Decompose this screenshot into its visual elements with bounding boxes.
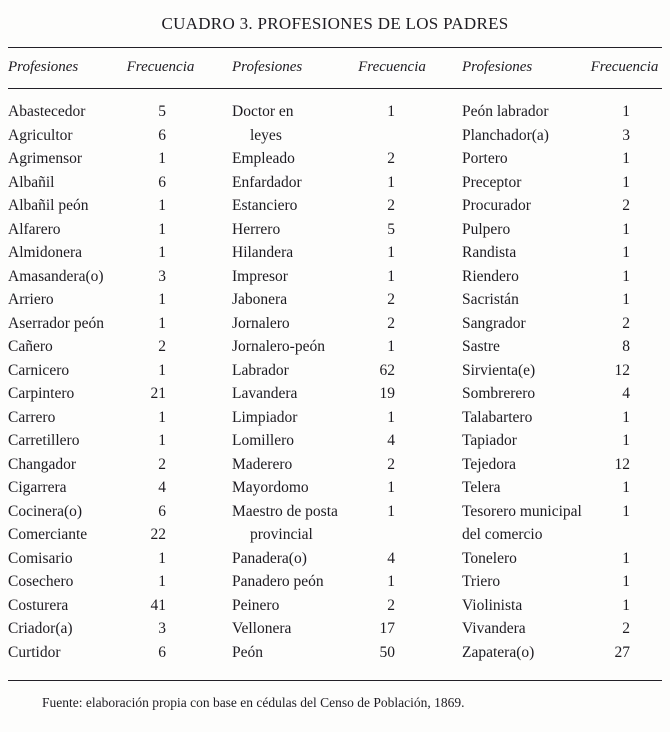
table-row: [8, 335, 662, 359]
profession-cell: Tonelero: [462, 549, 517, 567]
frequency-cell: 2: [622, 314, 630, 332]
profession-cell: Lavandera: [232, 385, 298, 402]
frequency-cell: 2: [387, 197, 395, 214]
profession-cell: Talabartero: [462, 408, 533, 426]
frequency-cell: 4: [622, 385, 630, 402]
profession-cell: Panadero peón: [232, 573, 324, 590]
profession-cell: Cañero: [8, 338, 53, 355]
frequency-cell: 5: [158, 103, 166, 120]
frequency-cell: 1: [387, 408, 395, 426]
profession-cell: Sastre: [462, 338, 500, 355]
frequency-cell: 1: [158, 432, 166, 449]
profession-cell: Abastecedor: [8, 103, 86, 120]
frequency-cell: 1: [622, 150, 630, 167]
frequency-cell: 22: [150, 526, 166, 543]
frequency-cell: 1: [387, 573, 395, 590]
profession-cell: Costurera: [8, 596, 69, 614]
frequency-cell: 1: [622, 244, 630, 261]
frequency-cell: 1: [158, 314, 166, 332]
table-row: [8, 406, 662, 430]
frequency-cell: 1: [158, 150, 166, 167]
frequency-cell: 1: [622, 573, 630, 590]
table-row: [8, 476, 662, 500]
frequency-cell: 1: [622, 173, 630, 191]
profession-cell: Enfardador: [232, 173, 302, 191]
frequency-cell: 1: [387, 479, 395, 496]
profession-cell: Peón labrador: [462, 103, 549, 120]
table-row: [8, 617, 662, 641]
frequency-cell: 50: [379, 643, 395, 661]
profession-cell: Vivandera: [462, 620, 526, 637]
frequency-cell: 3: [622, 126, 630, 144]
profession-cell: Sacristán: [462, 291, 519, 308]
profession-cell: Jabonera: [232, 291, 288, 308]
frequency-cell: 1: [158, 291, 166, 308]
profession-cell: Hilandera: [232, 244, 294, 261]
frequency-cell: 2: [622, 197, 630, 214]
frequency-cell: 6: [158, 643, 166, 661]
profession-cell: Riendero: [462, 267, 519, 285]
frequency-cell: 1: [622, 479, 630, 496]
table-row: [8, 241, 662, 265]
frequency-cell: 5: [387, 220, 395, 238]
frequency-cell: 1: [158, 549, 166, 567]
profession-cell: Portero: [462, 150, 508, 167]
column-header-profesiones-3: Profesiones: [462, 59, 533, 75]
frequency-cell: 1: [622, 220, 630, 238]
frequency-cell: 8: [622, 338, 630, 355]
profession-cell: Mayordomo: [232, 479, 309, 496]
table-row: [8, 288, 662, 312]
profession-cell: Sombrerero: [462, 385, 536, 402]
profession-cell: Doctor en: [232, 103, 294, 120]
table-title: CUADRO 3. PROFESIONES DE LOS PADRES: [161, 14, 509, 33]
frequency-cell: 4: [387, 549, 395, 567]
profession-cell: Carrero: [8, 408, 56, 426]
frequency-cell: 1: [158, 408, 166, 426]
profession-cell: Triero: [462, 573, 501, 590]
profession-cell: Carretillero: [8, 432, 80, 449]
frequency-cell: [357, 523, 427, 547]
profession-cell: Estanciero: [232, 197, 298, 214]
profession-cell: Labrador: [232, 361, 289, 379]
frequency-cell: 2: [622, 620, 630, 637]
profession-cell: Arriero: [8, 291, 54, 308]
frequency-cell: 1: [158, 197, 166, 214]
table-row: [8, 100, 662, 124]
profession-cell: Peinero: [232, 596, 280, 614]
frequency-cell: 19: [379, 385, 395, 402]
frequency-cell: 1: [622, 267, 630, 285]
profession-cell: Alfarero: [8, 220, 61, 238]
source-note: Fuente: elaboración propia con base en cédulas del Censo de Población, 1869.: [42, 695, 465, 710]
column-header-frecuencia-3: Frecuencia: [590, 59, 659, 75]
table-row: [8, 194, 662, 218]
profession-cell: Peón: [232, 643, 263, 661]
profession-cell: Impresor: [232, 267, 288, 285]
profession-cell: Albañil: [8, 173, 55, 191]
profession-cell: Preceptor: [462, 173, 522, 191]
profession-cell: Procurador: [462, 197, 531, 214]
table-row: [8, 594, 662, 618]
frequency-cell: 3: [158, 620, 166, 637]
table-row: [8, 171, 662, 195]
frequency-cell: 1: [387, 103, 395, 120]
profession-cell: Randista: [462, 244, 517, 261]
profession-cell: Tejedora: [462, 455, 516, 473]
frequency-cell: 41: [150, 596, 166, 614]
table-header-row: [8, 48, 662, 88]
profession-cell: Vellonera: [232, 620, 292, 637]
frequency-cell: 17: [379, 620, 395, 637]
frequency-cell: 1: [158, 220, 166, 238]
profession-cell: del comercio: [462, 526, 543, 543]
profession-cell: Aserrador peón: [8, 314, 104, 332]
profession-cell: Maestro de posta: [232, 502, 338, 520]
profession-cell: provincial: [250, 526, 313, 543]
profession-cell: Panadera(o): [232, 549, 307, 567]
frequency-cell: 2: [158, 455, 166, 473]
table-row: [8, 312, 662, 336]
table-row: [8, 523, 662, 547]
frequency-cell: 1: [622, 549, 630, 567]
frequency-cell: 1: [387, 338, 395, 355]
profession-cell: Almidonera: [8, 244, 83, 261]
profession-cell: Cosechero: [8, 573, 74, 590]
frequency-cell: [587, 523, 662, 547]
frequency-cell: 6: [158, 126, 166, 144]
frequency-cell: 1: [622, 291, 630, 308]
profession-cell: Herrero: [232, 220, 281, 238]
profession-cell: Cocinera(o): [8, 502, 83, 520]
frequency-cell: 1: [387, 244, 395, 261]
profession-cell: Tesorero municipal: [462, 502, 582, 520]
profession-cell: Agricultor: [8, 126, 73, 144]
frequency-cell: 1: [158, 573, 166, 590]
profession-cell: leyes: [250, 126, 282, 144]
profession-cell: Carpintero: [8, 385, 75, 402]
frequency-cell: 62: [379, 361, 395, 379]
table-row: [8, 641, 662, 665]
frequency-cell: 12: [614, 455, 630, 473]
frequency-cell: 1: [622, 103, 630, 120]
frequency-cell: 1: [158, 361, 166, 379]
table-row: [8, 429, 662, 453]
frequency-cell: 4: [387, 432, 395, 449]
column-header-frecuencia-2: Frecuencia: [358, 59, 426, 75]
frequency-cell: 3: [158, 267, 166, 285]
table-row: [8, 570, 662, 594]
frequency-cell: 1: [387, 173, 395, 191]
column-header-frecuencia-1: Frecuencia: [126, 59, 195, 75]
profession-cell: Limpiador: [232, 408, 298, 426]
profession-cell: Zapatera(o): [462, 643, 535, 661]
table-body: [8, 89, 662, 664]
table-row: [8, 359, 662, 383]
frequency-cell: 2: [387, 455, 395, 473]
table-row: [8, 124, 662, 148]
frequency-cell: 12: [614, 361, 630, 379]
profession-cell: Telera: [462, 479, 501, 496]
column-header-profesiones-1: Profesiones: [8, 59, 79, 75]
profession-cell: Pulpero: [462, 220, 511, 238]
profession-cell: Cigarrera: [8, 479, 67, 496]
profession-cell: Curtidor: [8, 643, 61, 661]
profession-cell: Maderero: [232, 455, 293, 473]
frequency-cell: 21: [150, 385, 166, 402]
table-row: [8, 547, 662, 571]
profession-cell: Violinista: [462, 596, 523, 614]
table-row: [8, 265, 662, 289]
column-header-profesiones-2: Profesiones: [232, 59, 303, 75]
frequency-cell: 1: [387, 267, 395, 285]
profession-cell: Empleado: [232, 150, 295, 167]
profession-cell: Criador(a): [8, 620, 73, 637]
frequency-cell: 1: [387, 502, 395, 520]
frequency-cell: 4: [158, 479, 166, 496]
profession-cell: Jornalero-peón: [232, 338, 325, 355]
table-row: [8, 453, 662, 477]
profession-cell: Comerciante: [8, 526, 88, 543]
frequency-cell: 2: [158, 338, 166, 355]
profession-cell: Changador: [8, 455, 77, 473]
frequency-cell: 27: [614, 643, 630, 661]
frequency-cell: 1: [622, 432, 630, 449]
frequency-cell: 2: [387, 291, 395, 308]
profession-cell: Albañil peón: [8, 197, 89, 214]
frequency-cell: 1: [622, 596, 630, 614]
table-row: [8, 147, 662, 171]
table-row: [8, 500, 662, 524]
frequency-cell: 2: [387, 314, 395, 332]
profession-cell: Amasandera(o): [8, 267, 104, 285]
profession-cell: Planchador(a): [462, 126, 549, 144]
profession-cell: Carnicero: [8, 361, 70, 379]
frequency-cell: 1: [622, 502, 630, 520]
frequency-cell: 1: [158, 244, 166, 261]
profession-cell: Agrimensor: [8, 150, 83, 167]
frequency-cell: [357, 124, 427, 148]
frequency-cell: 2: [387, 596, 395, 614]
frequency-cell: 6: [158, 173, 166, 191]
table-row: [8, 218, 662, 242]
table-row: [8, 382, 662, 406]
frequency-cell: 6: [158, 502, 166, 520]
frequency-cell: 2: [387, 150, 395, 167]
frequency-cell: 1: [622, 408, 630, 426]
profession-cell: Jornalero: [232, 314, 290, 332]
profession-cell: Sirvienta(e): [462, 361, 536, 379]
profession-cell: Lomillero: [232, 432, 294, 449]
profession-cell: Tapiador: [462, 432, 517, 449]
profession-cell: Comisario: [8, 549, 73, 567]
profession-cell: Sangrador: [462, 314, 526, 332]
